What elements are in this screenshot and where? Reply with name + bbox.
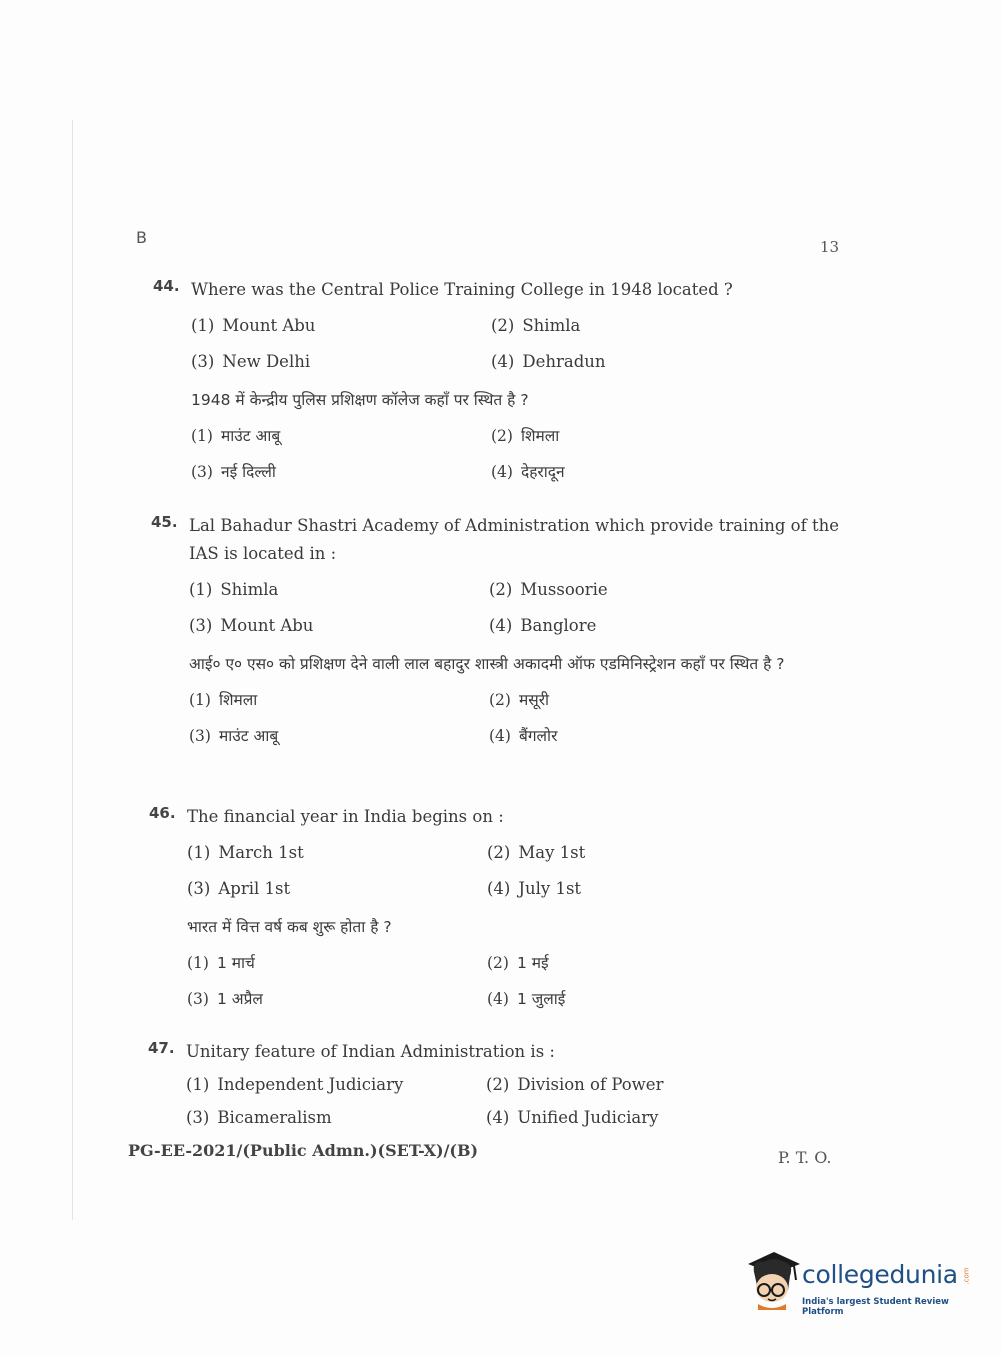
- option: (2) Division of Power: [486, 1075, 664, 1094]
- option: (3) Mount Abu: [189, 616, 314, 635]
- scan-edge-line: [72, 120, 73, 1220]
- question-47: [148, 1038, 816, 1130]
- option: (2) मसूरी: [489, 691, 550, 709]
- question-number: 46.: [149, 804, 176, 822]
- page-number: 13: [820, 238, 840, 256]
- option: (2) Mussoorie: [489, 580, 608, 599]
- options-hi: [187, 951, 817, 1011]
- question-text-hi: भारत में वित्त वर्ष कब शुरू होता है ?: [187, 918, 392, 936]
- options-en: [191, 314, 821, 374]
- brand-watermark: [744, 1250, 969, 1320]
- option: (1) Independent Judiciary: [186, 1075, 404, 1094]
- question-text-hi: आई० ए० एस० को प्रशिक्षण देने वाली लाल बहादुर शास्त्री अकादमी ऑफ एडमिनिस्ट्रेशन कहाँ पर स्थित है ?: [189, 655, 785, 673]
- option: (2) 1 मई: [487, 954, 549, 972]
- option: (3) नई दिल्ली: [191, 463, 276, 481]
- brand-tagline: India's largest Student Review Platform: [802, 1297, 949, 1317]
- question-45: [151, 512, 851, 748]
- options-en: [186, 1073, 816, 1130]
- option: (1) Shimla: [189, 580, 279, 599]
- options-en: [187, 841, 817, 901]
- paper-code: PG-EE-2021/(Public Admn.)(SET-X)/(B): [128, 1141, 479, 1160]
- option: (1) शिमला: [189, 691, 258, 709]
- question-44: [153, 276, 821, 484]
- brand-name: collegedunia: [802, 1260, 958, 1289]
- question-text-hi: 1948 में केन्द्रीय पुलिस प्रशिक्षण कॉलेज कहाँ पर स्थित है ?: [191, 391, 529, 409]
- options-hi: [191, 424, 821, 484]
- option: (3) Bicameralism: [186, 1108, 332, 1127]
- question-number: 44.: [153, 277, 180, 295]
- option: (4) बैंगलोर: [489, 727, 558, 745]
- option: (1) माउंट आबू: [191, 427, 281, 445]
- option: (2) Shimla: [491, 316, 581, 335]
- question-text-en: Lal Bahadur Shastri Academy of Administration which provide training of the IAS is located in :: [189, 516, 839, 563]
- option: (4) 1 जुलाई: [487, 990, 566, 1008]
- question-text-en: Unitary feature of Indian Administration is :: [186, 1042, 555, 1061]
- option: (4) देहरादून: [491, 463, 565, 481]
- set-letter: B: [136, 228, 147, 247]
- option: (1) 1 मार्च: [187, 954, 255, 972]
- option: (2) May 1st: [487, 843, 586, 862]
- option: (2) शिमला: [491, 427, 560, 445]
- options-en: [189, 578, 851, 638]
- question-number: 45.: [151, 513, 178, 531]
- option: (3) April 1st: [187, 879, 291, 898]
- question-text-en: The financial year in India begins on :: [187, 807, 504, 826]
- option: (3) New Delhi: [191, 352, 311, 371]
- option: (1) Mount Abu: [191, 316, 316, 335]
- question-text-en: Where was the Central Police Training College in 1948 located ?: [191, 280, 733, 299]
- pto-label: P. T. O.: [778, 1148, 832, 1167]
- option: (4) Dehradun: [491, 352, 606, 371]
- brand-tld: .com: [962, 1267, 971, 1285]
- options-hi: [189, 688, 851, 748]
- option: (3) 1 अप्रैल: [187, 990, 263, 1008]
- question-46: [149, 803, 817, 1011]
- option: (4) July 1st: [487, 879, 582, 898]
- option: (1) March 1st: [187, 843, 304, 862]
- option: (4) Banglore: [489, 616, 597, 635]
- option: (3) माउंट आबू: [189, 727, 279, 745]
- question-number: 47.: [148, 1039, 175, 1057]
- graduate-mascot-icon: [744, 1250, 800, 1310]
- option: (4) Unified Judiciary: [486, 1108, 659, 1127]
